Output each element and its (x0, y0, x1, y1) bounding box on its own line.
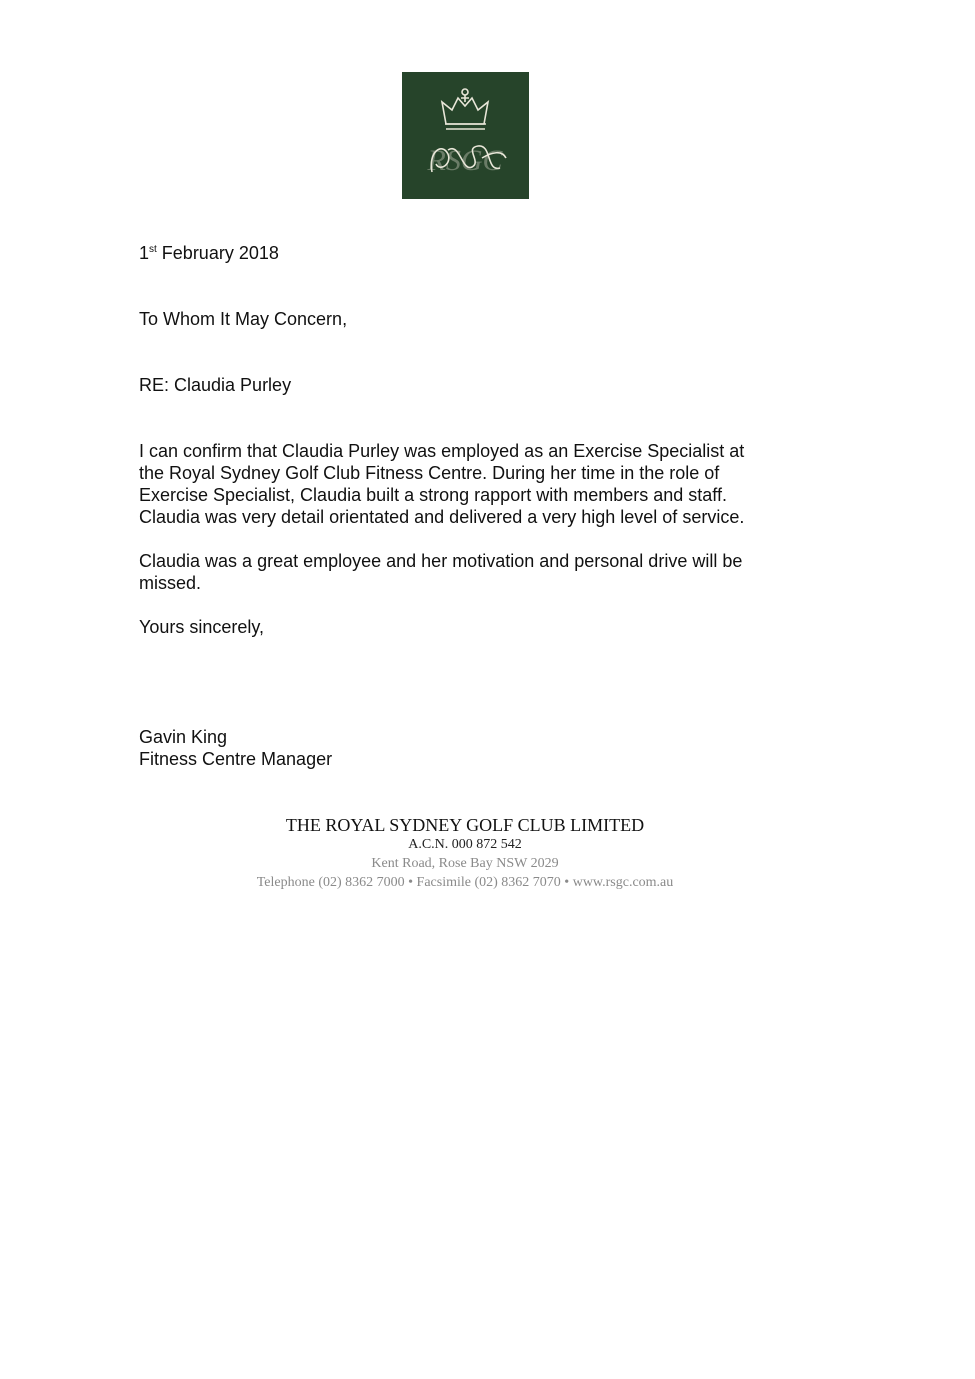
club-logo (402, 72, 529, 199)
paragraph-line: Claudia was very detail orientated and delivered a very high level of service. (139, 507, 745, 527)
signer-title: Fitness Centre Manager (139, 749, 333, 769)
body-paragraph-1 (139, 440, 744, 528)
svg-text:RSGC: RSGC (427, 144, 503, 177)
footer-address: Kent Road, Rose Bay NSW 2029 (371, 856, 559, 871)
paragraph-line: Exercise Specialist, Claudia built a strong rapport with members and staff. (139, 485, 727, 505)
signature-block (139, 726, 332, 770)
footer-contact: Telephone (02) 8362 7000 • Facsimile (02) 8362 7070 • www.rsgc.com.au (256, 875, 674, 890)
signer-name: Gavin King (139, 727, 228, 747)
footer-company: THE ROYAL SYDNEY GOLF CLUB LIMITED (285, 815, 645, 835)
body-paragraph-2 (139, 550, 742, 594)
paragraph-line: missed. (139, 573, 202, 593)
closing: Yours sincerely, (139, 617, 265, 637)
footer-acn: A.C.N. 000 872 542 (408, 837, 522, 852)
letter-date: 1st February 2018 (139, 243, 279, 263)
paragraph-line: Claudia was a great employee and her motivation and personal drive will be (139, 551, 743, 571)
paragraph-line: I can confirm that Claudia Purley was employed as an Exercise Specialist at (139, 441, 745, 461)
paragraph-line: the Royal Sydney Golf Club Fitness Centre. During her time in the role of (139, 463, 720, 483)
crown-monogram-icon (402, 72, 529, 199)
salutation: To Whom It May Concern, (139, 309, 348, 329)
subject-line: RE: Claudia Purley (139, 375, 292, 395)
